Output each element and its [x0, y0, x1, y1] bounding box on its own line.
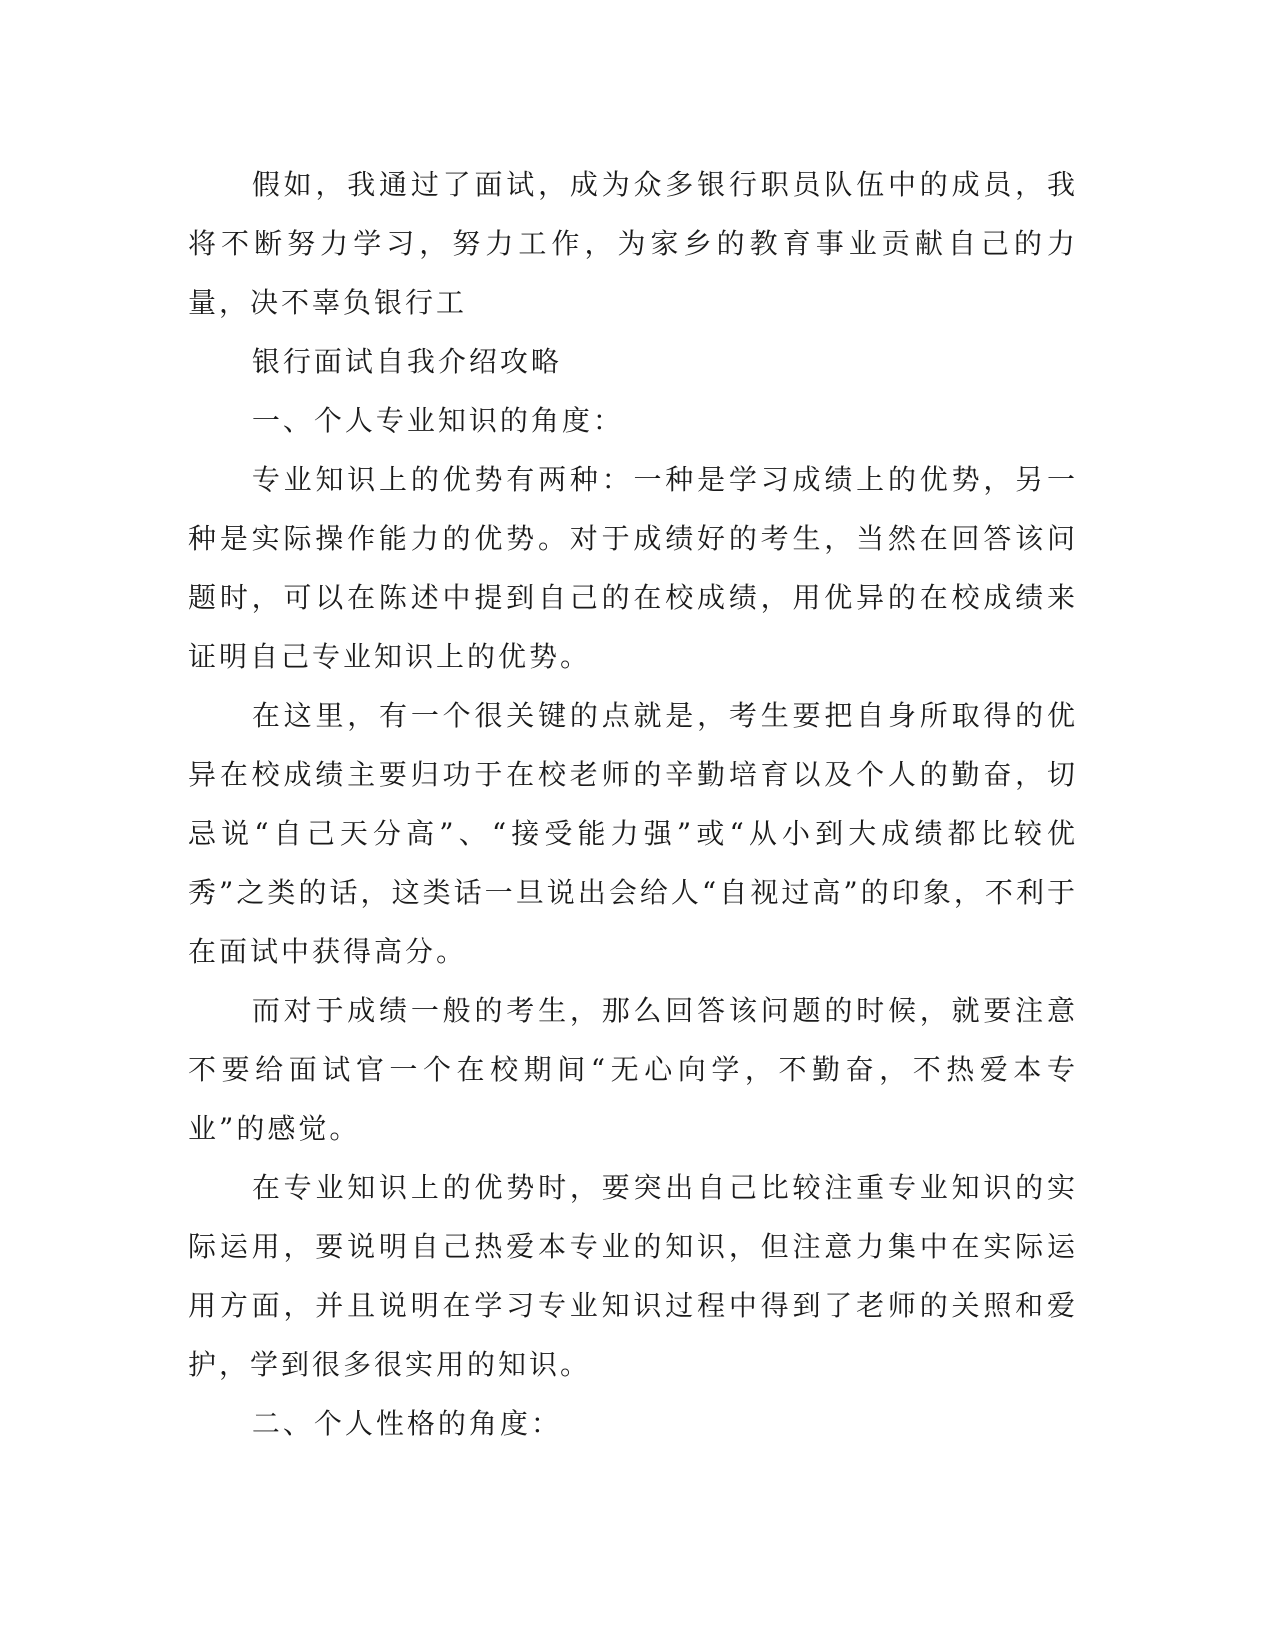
document-body	[188, 155, 1078, 1453]
paragraph-key-point: 在这里，有一个很关键的点就是，考生要把自身所取得的优异在校成绩主要归功于在校老师的辛勤培育以及个人的勤奋，切忌说“自己天分高”、“接受能力强”或“从小到大成绩都比较优秀”之类的话，这类话一旦说出会给人“自视过高”的印象，不利于在面试中获得高分。	[188, 699, 1078, 968]
paragraph-commitment: 假如，我通过了面试，成为众多银行职员队伍中的成员，我将不断努力学习，努力工作，为家乡的教育事业贡献自己的力量，决不辜负银行工	[188, 168, 1078, 319]
paragraph-knowledge-advantages: 专业知识上的优势有两种：一种是学习成绩上的优势，另一种是实际操作能力的优势。对于成绩好的考生，当然在回答该问题时，可以在陈述中提到自己的在校成绩，用优异的在校成绩来证明自己专业知识上的优势。	[188, 463, 1078, 673]
heading-professional-knowledge: 一、个人专业知识的角度：	[251, 404, 624, 437]
paragraph-practical-use: 在专业知识上的优势时，要突出自己比较注重专业知识的实际运用，要说明自己热爱本专业的知识，但注意力集中在实际运用方面，并且说明在学习专业知识过程中得到了老师的关照和爱护，学到很多很实用的知识。	[188, 1171, 1078, 1381]
paragraph-average-grades: 而对于成绩一般的考生，那么回答该问题的时候，就要注意不要给面试官一个在校期间“无心向学，不勤奋，不热爱本专业”的感觉。	[188, 994, 1078, 1145]
heading-personality: 二、个人性格的角度：	[251, 1407, 562, 1440]
section-title: 银行面试自我介绍攻略	[251, 345, 562, 378]
